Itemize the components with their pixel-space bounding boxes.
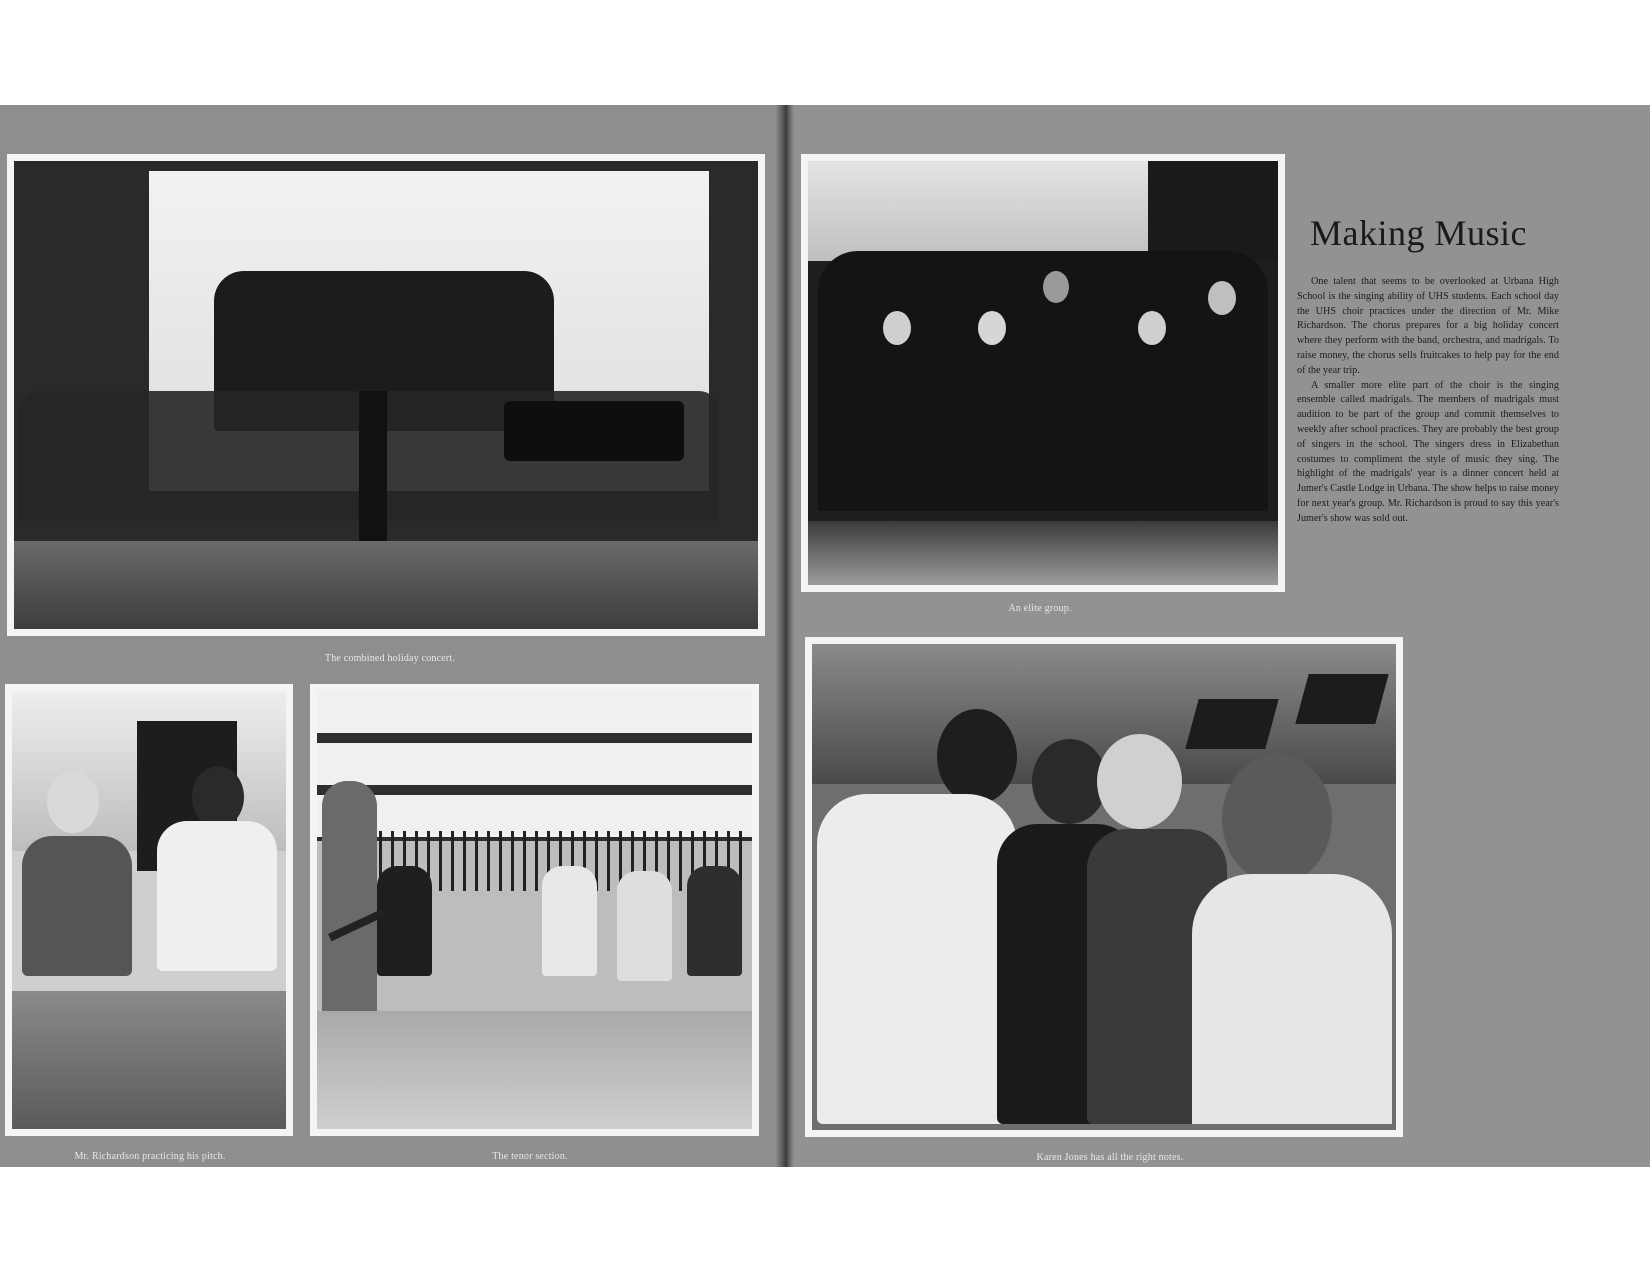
back-wall — [808, 161, 1148, 261]
photo-tenor-section-image — [317, 691, 752, 1129]
stage-floor — [14, 541, 758, 629]
standing-teacher — [322, 781, 377, 1021]
photo-holiday-concert-image — [14, 161, 758, 629]
photo-karen-jones-image — [812, 644, 1396, 1130]
grand-piano — [504, 401, 684, 461]
karen-head — [1032, 739, 1107, 824]
photo-holiday-concert — [7, 154, 765, 636]
seated-student — [617, 871, 672, 981]
richardson-head — [47, 771, 99, 833]
photo-elite-group — [801, 154, 1285, 592]
caption-holiday-concert: The combined holiday concert. — [324, 653, 456, 664]
singer-face — [978, 311, 1006, 345]
dark-curtain — [1148, 161, 1278, 261]
richardson-vest — [22, 836, 132, 976]
singer-face — [1043, 271, 1069, 303]
photo-richardson-image — [12, 691, 286, 1129]
caption-tenor-section: The tenor section. — [492, 1151, 568, 1162]
shiny-floor — [317, 1011, 752, 1129]
seated-student — [542, 866, 597, 976]
photo-richardson — [5, 684, 293, 1136]
singer-face — [1208, 281, 1236, 315]
conductor-figure — [359, 391, 387, 541]
singer-face — [883, 311, 911, 345]
photo-karen-jones — [805, 637, 1403, 1137]
seated-student — [377, 866, 432, 976]
singer-face — [1138, 311, 1166, 345]
student-head — [192, 766, 244, 828]
student-head — [937, 709, 1017, 804]
article-paragraph: A smaller more elite part of the choir is the singing ensemble called madrigals. The members of madrigals must audition to be part of the group and commit themselves to weekly after school practices. They are probably the best group of singers in the school. The singers dress in Elizabethan costumes to compliment the style of music they sing. The highlight of the madrigals' year is a dinner concert held at Jumer's Castle Lodge in Urbana. The show helps to raise money for next year's group. Mr. Richardson is proud to say this year's Jumer's show was sold out. — [1297, 379, 1559, 524]
article-paragraph: One talent that seems to be overlooked at Urbana High School is the singing ability of UHS students. Each school day the UHS choir practices under the direction of Mr. Mike Richardson. The chorus prepares for a big holiday concert where they perform with the band, orchestra, and madrigals. To raise money, the chorus sells fruitcakes to help pay for the end of the year trip. — [1297, 276, 1559, 376]
girl-hair — [1222, 754, 1332, 884]
book-gutter — [776, 105, 794, 1167]
photo-elite-group-image — [808, 161, 1278, 585]
article-title: Making Music — [1310, 213, 1527, 253]
caption-richardson: Mr. Richardson practicing his pitch. — [74, 1151, 226, 1162]
student-jacket — [157, 821, 277, 971]
article-body — [1297, 275, 1559, 527]
seated-student — [687, 866, 742, 976]
caption-elite-group: An elite group. — [1008, 603, 1072, 614]
white-sweater — [1192, 874, 1392, 1124]
instrument-shelves — [317, 691, 752, 841]
seated-legs — [12, 991, 286, 1129]
music-stand — [1295, 674, 1388, 724]
caption-karen-jones: Karen Jones has all the right notes. — [1036, 1152, 1184, 1163]
varsity-jacket — [817, 794, 1017, 1124]
photo-tenor-section — [310, 684, 759, 1136]
friend-head — [1097, 734, 1182, 829]
audience-heads — [808, 521, 1278, 585]
music-stand — [1185, 699, 1278, 749]
